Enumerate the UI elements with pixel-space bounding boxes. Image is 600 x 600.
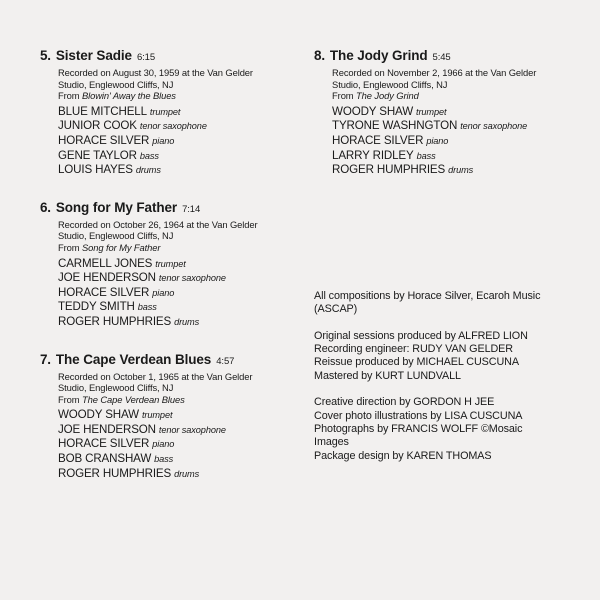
track-title: The Jody Grind [329,48,428,63]
recording-info-line: Recorded on October 1, 1965 at the Van Gelder [58,370,253,382]
recording-info-line: Recorded on October 26, 1964 at the Van Gelder [58,218,258,230]
credit-line: Recording engineer: RUDY VAN GELDER [314,342,513,355]
musician-name: HORACE SILVER [58,285,150,299]
musician-instrument: trumpet [149,106,181,117]
musician-instrument: tenor saxophone [460,121,528,132]
list-item [58,257,282,272]
credit-line: (ASCAP) [314,303,358,316]
track-duration: 6:15 [136,52,156,63]
production-credit-block [314,330,560,384]
source-album-title: Blowin' Away the Blues [81,90,176,102]
musician-name: BOB CRANSHAW [58,452,152,466]
musician-name: GENE TAYLOR [58,148,137,162]
list-item [58,119,282,134]
track-duration: 4:57 [216,355,235,367]
musician-instrument: drums [174,468,200,479]
list-item [332,134,560,149]
track-heading [40,352,282,367]
recording-info-line: Recorded on November 2, 1966 at the Van Gelder [332,67,537,78]
recording-info-line: Studio, Englewood Cliffs, NJ [58,230,174,242]
recording-info-line: Studio, Englewood Cliffs, NJ [58,382,174,394]
musician-instrument: bass [416,150,436,161]
musician-name: JUNIOR COOK [58,119,137,133]
list-item [58,271,282,286]
recording-info-line: Recorded on August 30, 1959 at the Van Gelder [58,67,253,78]
track-duration: 5:45 [432,52,451,63]
credit-line: All compositions by Horace Silver, Ecaroh Music [314,289,541,302]
recording-info-line: Studio, Englewood Cliffs, NJ [58,78,174,90]
list-item [58,467,282,482]
musician-instrument: trumpet [416,106,447,117]
credit-line: Reissue produced by MICHAEL CUSCUNA [314,356,519,369]
list-item [332,105,560,120]
list-item [58,300,282,315]
two-column-layout [40,48,560,503]
list-item [58,105,282,120]
credit-line: Cover photo illustrations by LISA CUSCUNA [314,409,523,422]
source-album-title: Song for My Father [81,241,161,253]
source-album-line [332,90,560,102]
musician-instrument: bass [154,454,174,465]
from-prefix: From [58,393,82,405]
musician-instrument: drums [174,316,200,327]
from-prefix: From [332,90,357,102]
musician-name: LARRY RIDLEY [332,148,414,162]
musician-name: HORACE SILVER [58,437,150,451]
musician-name: ROGER HUMPHRIES [58,466,172,480]
right-column [314,48,560,503]
musician-instrument: trumpet [141,410,173,421]
personnel-list [58,408,282,481]
list-item [58,286,282,301]
track-title: The Cape Verdean Blues [55,351,212,367]
musician-instrument: tenor saxophone [139,121,207,132]
credits-section [314,290,560,463]
credit-line: Package design by KAREN THOMAS [314,449,492,462]
list-item [58,315,282,330]
personnel-list [58,105,282,178]
musician-name: JOE HENDERSON [58,422,156,436]
musician-instrument: bass [137,302,157,313]
track-number: 5. [40,48,51,63]
list-item [332,119,560,134]
musician-name: BLUE MITCHELL [58,104,147,118]
track-number: 6. [40,199,51,215]
source-album-title: The Jody Grind [356,90,419,102]
musician-name: ROGER HUMPHRIES [332,163,446,177]
musician-name: TEDDY SMITH [58,300,135,314]
musician-name: WOODY SHAW [58,408,139,422]
track-number: 7. [40,351,51,367]
source-album-line [58,242,282,254]
musician-name: JOE HENDERSON [58,271,156,285]
track-heading [40,200,282,215]
source-album-title: The Cape Verdean Blues [81,393,185,405]
list-item [58,134,282,149]
list-item [58,408,282,423]
credit-line: Photographs by FRANCIS WOLFF ©Mosaic Images [314,423,523,449]
track-entry [40,48,282,178]
track-heading [40,48,282,63]
musician-name: LOUIS HAYES [58,163,133,177]
musician-name: WOODY SHAW [332,104,413,118]
list-item [332,163,560,178]
personnel-list [58,257,282,330]
list-item [58,437,282,452]
musician-name: HORACE SILVER [332,133,424,147]
track-title: Song for My Father [55,199,178,215]
track-number: 8. [314,48,325,63]
musician-name: CARMELL JONES [58,256,153,270]
musician-instrument: piano [152,135,175,146]
musician-name: HORACE SILVER [58,133,150,147]
source-album-line [58,394,282,406]
from-prefix: From [58,90,82,102]
credit-line: Mastered by KURT LUNDVALL [314,369,461,382]
musician-instrument: piano [152,287,175,298]
musician-instrument: drums [135,165,161,176]
track-entry [40,352,282,482]
musician-instrument: tenor saxophone [158,424,226,435]
personnel-list [332,105,560,178]
track-entry [314,48,560,178]
column-spacer [314,200,560,252]
track-title: Sister Sadie [55,48,132,63]
source-album-line [58,90,282,102]
from-prefix: From [58,241,82,253]
musician-instrument: piano [426,135,449,146]
track-heading [314,48,560,63]
musician-instrument: drums [448,165,474,176]
musician-name: TYRONE WASHNGTON [332,119,458,133]
list-item [58,452,282,467]
track-duration: 7:14 [182,203,201,215]
recording-info-line: Studio, Englewood Cliffs, NJ [332,78,448,90]
compositions-credit-block [314,290,560,317]
musician-instrument: trumpet [155,258,186,269]
design-credit-block [314,396,560,463]
musician-instrument: piano [152,439,175,450]
track-entry [40,200,282,330]
musician-instrument: bass [139,150,159,161]
list-item [58,149,282,164]
list-item [58,423,282,438]
musician-name: ROGER HUMPHRIES [58,314,172,328]
credit-line: Creative direction by GORDON H JEE [314,396,495,409]
left-column [40,48,282,503]
credit-line: Original sessions produced by ALFRED LION [314,329,528,342]
musician-instrument: tenor saxophone [158,273,226,284]
list-item [332,149,560,164]
list-item [58,163,282,178]
